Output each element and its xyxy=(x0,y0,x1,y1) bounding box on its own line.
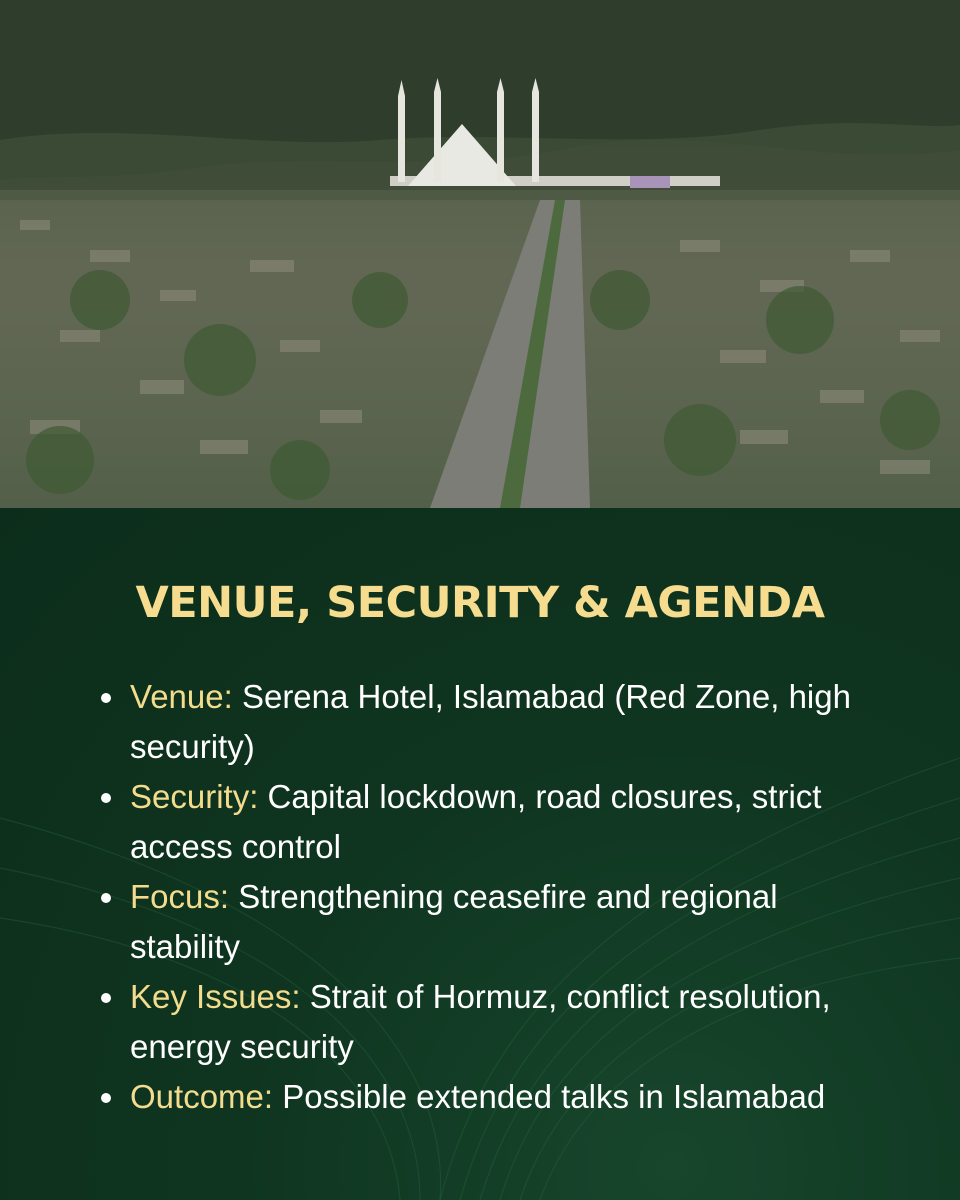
list-item xyxy=(96,772,896,872)
item-text: Possible extended talks in Islamabad xyxy=(273,1078,826,1115)
list-item xyxy=(96,672,896,772)
item-label: Venue: xyxy=(130,678,233,715)
list-item xyxy=(96,972,896,1072)
bullet-icon xyxy=(101,893,111,903)
bullet-icon xyxy=(101,793,111,803)
item-text: Strengthening ceasefire and regional stability xyxy=(130,878,778,965)
item-text: Strait of Hormuz, conflict resolution, energy security xyxy=(130,978,831,1065)
item-text: Capital lockdown, road closures, strict access control xyxy=(130,778,822,865)
mosque-city-illustration xyxy=(0,0,960,508)
list-item xyxy=(96,1072,896,1122)
item-label: Outcome: xyxy=(130,1078,274,1115)
item-label: Key Issues: xyxy=(130,978,301,1015)
agenda-list xyxy=(96,672,896,1122)
item-label: Focus: xyxy=(130,878,230,915)
list-item xyxy=(96,872,896,972)
city-mosque-photo xyxy=(0,0,960,508)
bullet-icon xyxy=(101,1093,111,1103)
page-title: VENUE, SECURITY & AGENDA xyxy=(135,578,825,628)
bullet-icon xyxy=(101,993,111,1003)
item-text: Serena Hotel, Islamabad (Red Zone, high security) xyxy=(130,678,851,765)
bullet-icon xyxy=(101,693,111,703)
item-label: Security: xyxy=(130,778,259,815)
agenda-panel xyxy=(0,508,960,1200)
